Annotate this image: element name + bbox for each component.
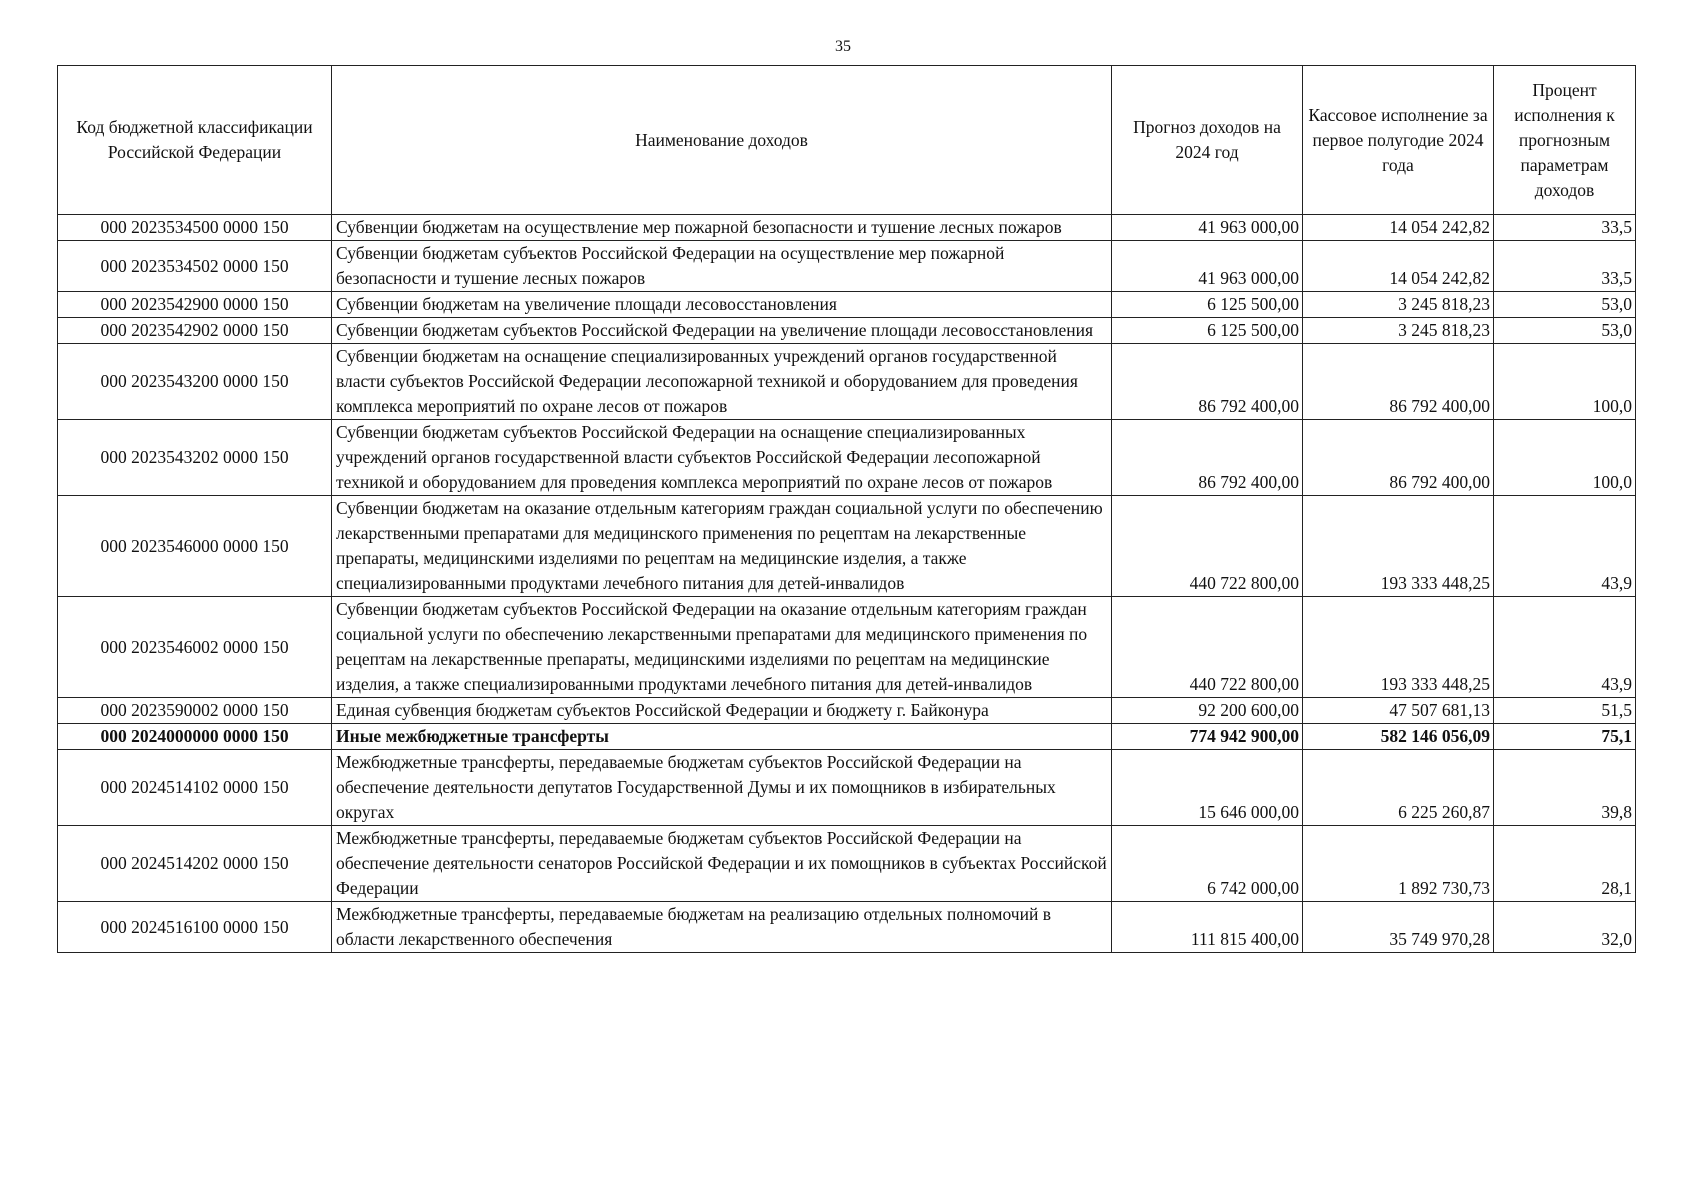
table-body <box>58 215 1636 953</box>
table-row <box>58 292 1636 318</box>
cell-name: Иные межбюджетные трансферты <box>332 724 1112 750</box>
cell-name: Межбюджетные трансферты, передаваемые бюджетам субъектов Российской Федерации на обеспечение деятельности депутатов Государственной Думы и их помощников в избирательных округах <box>332 750 1112 826</box>
cell-actual: 193 333 448,25 <box>1303 597 1494 698</box>
header-percent: Процент исполнения к прогнозным параметрам доходов <box>1494 66 1636 215</box>
cell-forecast: 92 200 600,00 <box>1112 698 1303 724</box>
cell-forecast: 774 942 900,00 <box>1112 724 1303 750</box>
cell-name: Субвенции бюджетам на увеличение площади лесовосстановления <box>332 292 1112 318</box>
cell-name: Субвенции бюджетам на осуществление мер пожарной безопасности и тушение лесных пожаров <box>332 215 1112 241</box>
cell-forecast: 86 792 400,00 <box>1112 344 1303 420</box>
revenue-table <box>57 65 1636 953</box>
cell-code: 000 2024516100 0000 150 <box>58 902 332 953</box>
cell-code: 000 2023543200 0000 150 <box>58 344 332 420</box>
cell-percent: 53,0 <box>1494 318 1636 344</box>
cell-actual: 3 245 818,23 <box>1303 292 1494 318</box>
cell-percent: 39,8 <box>1494 750 1636 826</box>
cell-percent: 53,0 <box>1494 292 1636 318</box>
cell-code: 000 2023590002 0000 150 <box>58 698 332 724</box>
cell-percent: 51,5 <box>1494 698 1636 724</box>
table-row <box>58 420 1636 496</box>
cell-code: 000 2024000000 0000 150 <box>58 724 332 750</box>
cell-forecast: 6 125 500,00 <box>1112 318 1303 344</box>
cell-actual: 35 749 970,28 <box>1303 902 1494 953</box>
cell-forecast: 41 963 000,00 <box>1112 241 1303 292</box>
cell-code: 000 2024514202 0000 150 <box>58 826 332 902</box>
header-actual: Кассовое исполнение за первое полугодие 2024 года <box>1303 66 1494 215</box>
table-row <box>58 344 1636 420</box>
table-row <box>58 496 1636 597</box>
table-row <box>58 902 1636 953</box>
cell-code: 000 2024514102 0000 150 <box>58 750 332 826</box>
cell-forecast: 440 722 800,00 <box>1112 597 1303 698</box>
cell-name: Единая субвенция бюджетам субъектов Российской Федерации и бюджету г. Байконура <box>332 698 1112 724</box>
table-row <box>58 215 1636 241</box>
cell-name: Субвенции бюджетам субъектов Российской Федерации на оснащение специализированных учреждений органов государственной власти субъектов Российской Федерации лесопожарной техникой и оборудованием для проведения комплекса мероприятий по охране лесов от пожаров <box>332 420 1112 496</box>
page-number: 35 <box>835 38 851 55</box>
cell-name: Межбюджетные трансферты, передаваемые бюджетам субъектов Российской Федерации на обеспечение деятельности сенаторов Российской Федерации и их помощников в субъектах Российской Федерации <box>332 826 1112 902</box>
cell-name: Межбюджетные трансферты, передаваемые бюджетам на реализацию отдельных полномочий в области лекарственного обеспечения <box>332 902 1112 953</box>
table-row <box>58 826 1636 902</box>
cell-actual: 86 792 400,00 <box>1303 420 1494 496</box>
cell-percent: 43,9 <box>1494 597 1636 698</box>
table-header <box>58 66 1636 215</box>
table-row-total <box>58 724 1636 750</box>
cell-forecast: 6 125 500,00 <box>1112 292 1303 318</box>
cell-code: 000 2023546000 0000 150 <box>58 496 332 597</box>
cell-name: Субвенции бюджетам на оснащение специализированных учреждений органов государственной власти субъектов Российской Федерации лесопожарной техникой и оборудованием для проведения комплекса мероприятий по охране лесов от пожаров <box>332 344 1112 420</box>
cell-actual: 14 054 242,82 <box>1303 215 1494 241</box>
header-name: Наименование доходов <box>332 66 1112 215</box>
table-row <box>58 597 1636 698</box>
cell-actual: 3 245 818,23 <box>1303 318 1494 344</box>
header-code: Код бюджетной классификации Российской Федерации <box>58 66 332 215</box>
cell-forecast: 6 742 000,00 <box>1112 826 1303 902</box>
cell-percent: 33,5 <box>1494 215 1636 241</box>
cell-code: 000 2023534500 0000 150 <box>58 215 332 241</box>
header-forecast: Прогноз доходов на 2024 год <box>1112 66 1303 215</box>
cell-forecast: 111 815 400,00 <box>1112 902 1303 953</box>
cell-forecast: 86 792 400,00 <box>1112 420 1303 496</box>
table-row <box>58 318 1636 344</box>
cell-forecast: 41 963 000,00 <box>1112 215 1303 241</box>
cell-actual: 86 792 400,00 <box>1303 344 1494 420</box>
cell-actual: 6 225 260,87 <box>1303 750 1494 826</box>
cell-forecast: 440 722 800,00 <box>1112 496 1303 597</box>
cell-code: 000 2023542900 0000 150 <box>58 292 332 318</box>
table-row <box>58 241 1636 292</box>
cell-code: 000 2023542902 0000 150 <box>58 318 332 344</box>
cell-percent: 32,0 <box>1494 902 1636 953</box>
cell-name: Субвенции бюджетам субъектов Российской Федерации на оказание отдельным категориям граждан социальной услуги по обеспечению лекарственными препаратами для медицинского применения по рецептам на лекарственные препараты, медицинскими изделиями по рецептам на медицинские изделия, а также специализированными продуктами лечебного питания для детей-инвалидов <box>332 597 1112 698</box>
cell-percent: 33,5 <box>1494 241 1636 292</box>
cell-percent: 28,1 <box>1494 826 1636 902</box>
cell-actual: 14 054 242,82 <box>1303 241 1494 292</box>
cell-percent: 100,0 <box>1494 420 1636 496</box>
cell-actual: 1 892 730,73 <box>1303 826 1494 902</box>
cell-percent: 100,0 <box>1494 344 1636 420</box>
cell-actual: 193 333 448,25 <box>1303 496 1494 597</box>
table-row <box>58 698 1636 724</box>
cell-percent: 43,9 <box>1494 496 1636 597</box>
cell-name: Субвенции бюджетам субъектов Российской Федерации на осуществление мер пожарной безопасности и тушение лесных пожаров <box>332 241 1112 292</box>
table-row <box>58 750 1636 826</box>
cell-code: 000 2023543202 0000 150 <box>58 420 332 496</box>
cell-code: 000 2023546002 0000 150 <box>58 597 332 698</box>
cell-forecast: 15 646 000,00 <box>1112 750 1303 826</box>
cell-actual: 47 507 681,13 <box>1303 698 1494 724</box>
cell-code: 000 2023534502 0000 150 <box>58 241 332 292</box>
cell-name: Субвенции бюджетам на оказание отдельным категориям граждан социальной услуги по обеспечению лекарственными препаратами для медицинского применения по рецептам на лекарственные препараты, медицинскими изделиями по рецептам на медицинские изделия, а также специализированными продуктами лечебного питания для детей-инвалидов <box>332 496 1112 597</box>
cell-actual: 582 146 056,09 <box>1303 724 1494 750</box>
cell-name: Субвенции бюджетам субъектов Российской Федерации на увеличение площади лесовосстановления <box>332 318 1112 344</box>
cell-percent: 75,1 <box>1494 724 1636 750</box>
